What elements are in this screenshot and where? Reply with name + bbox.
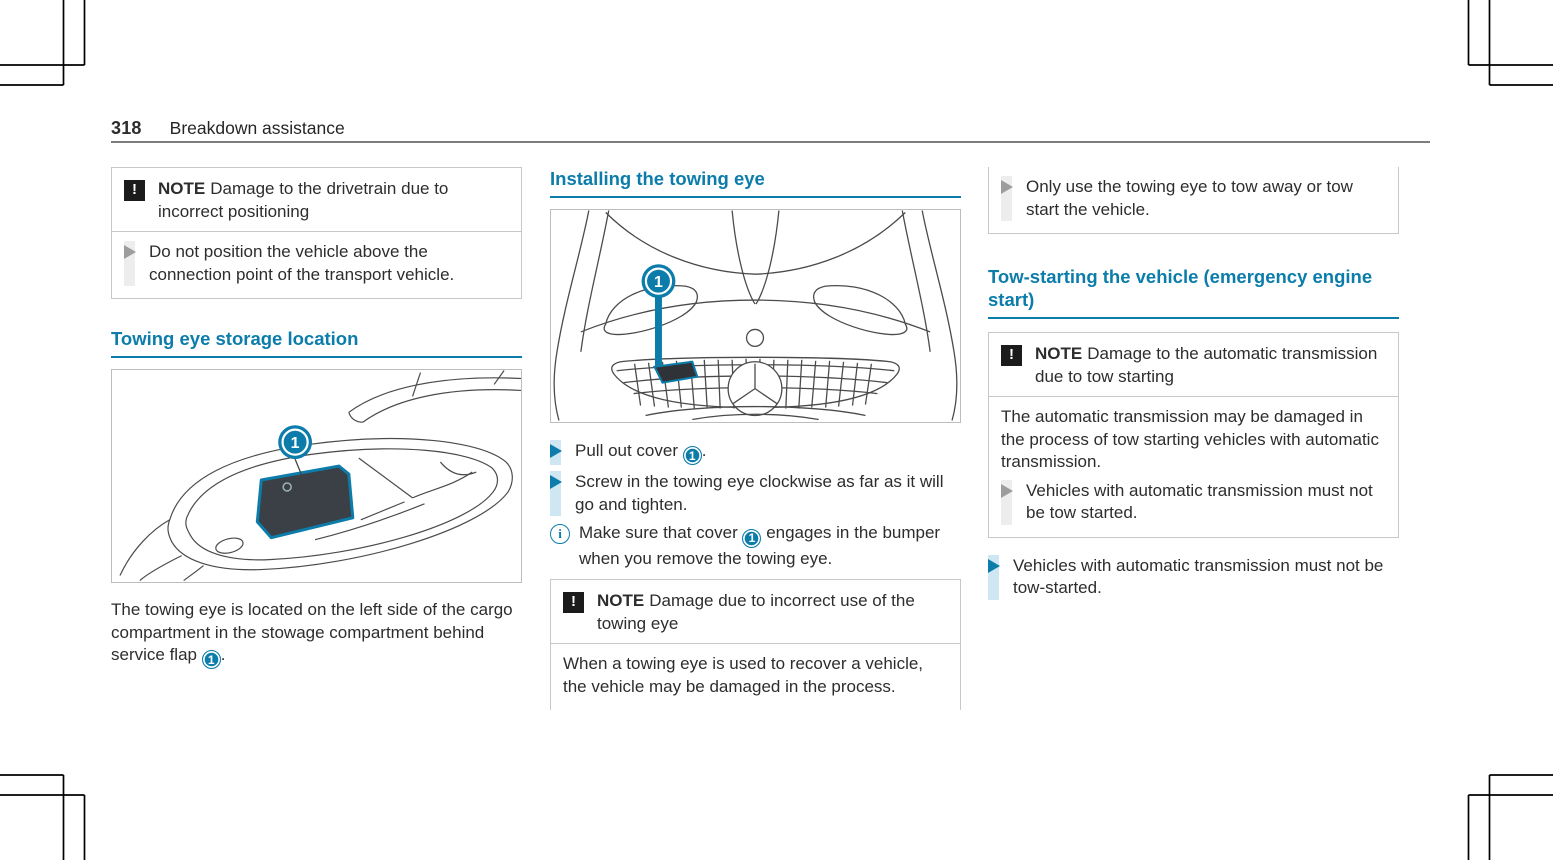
note-title: NOTE Damage to the drivetrain due to incorrect positioning <box>158 179 449 221</box>
note-header <box>112 168 521 232</box>
note-label: NOTE <box>1035 344 1083 363</box>
note-label: NOTE <box>597 591 645 610</box>
column-right <box>988 167 1399 606</box>
exclamation-note-icon: ! <box>1001 345 1022 366</box>
note-box-continued <box>988 167 1399 234</box>
note-label: NOTE <box>158 179 206 198</box>
note-paragraph: The automatic transmission may be damaged in the process of tow starting vehicles with automatic transmission. <box>1001 407 1379 471</box>
note-paragraph: When a towing eye is used to recover a vehicle, the vehicle may be damaged in the process. <box>563 654 924 696</box>
triangle-bullet-icon <box>1001 176 1012 221</box>
note-body <box>989 167 1398 233</box>
note-body <box>551 644 960 710</box>
info-icon: i <box>550 524 570 544</box>
note-title: NOTE Damage to the automatic transmission due to tow starting <box>1035 344 1378 386</box>
note-box-automatic-transmission <box>988 332 1399 538</box>
note-body <box>112 232 521 298</box>
callout-1-badge <box>642 264 676 298</box>
triangle-bullet-icon <box>550 471 561 516</box>
svg-text:1: 1 <box>290 435 300 453</box>
section-title: Breakdown assistance <box>169 118 345 138</box>
car-front-figure <box>550 209 961 423</box>
exclamation-note-icon: ! <box>124 180 145 201</box>
page-header <box>111 118 345 139</box>
step-screw-in-towing-eye: Screw in the towing eye clockwise as far as it will go and tighten. <box>550 471 961 516</box>
cargo-compartment-figure <box>111 369 522 583</box>
svg-text:1: 1 <box>654 274 663 292</box>
info-note: i Make sure that cover 1 engages in the bumper when you remove the towing eye. <box>550 522 961 570</box>
header-rule <box>111 141 1430 143</box>
cargo-compartment-drawing <box>112 370 521 582</box>
note-header <box>551 580 960 644</box>
page-number: 318 <box>111 118 142 138</box>
heading-towing-eye-storage: Towing eye storage location <box>111 327 522 358</box>
instruction-item: Only use the towing eye to tow away or tow start the vehicle. <box>1001 176 1386 221</box>
column-left <box>111 167 522 669</box>
storage-location-paragraph: The towing eye is located on the left side of the cargo compartment in the stowage compartment behind service flap 1 . <box>111 599 522 669</box>
note-header <box>989 333 1398 397</box>
callout-1-inline: 1 <box>742 529 761 548</box>
service-flap-highlight <box>257 466 353 538</box>
note-title: NOTE Damage due to incorrect use of the towing eye <box>597 591 915 633</box>
heading-installing-towing-eye: Installing the towing eye <box>550 167 961 198</box>
note-body <box>989 397 1398 537</box>
triangle-bullet-icon <box>988 555 999 600</box>
cover-highlight <box>654 362 697 383</box>
note-box-drivetrain <box>111 167 522 299</box>
heading-tow-starting: Tow-starting the vehicle (emergency engine start) <box>988 265 1399 319</box>
triangle-bullet-icon <box>550 440 561 465</box>
instruction-item: Vehicles with automatic transmission must not be tow started. <box>1001 480 1386 525</box>
callout-1-badge <box>278 425 312 459</box>
note-box-towing-eye-damage <box>550 579 961 710</box>
callout-1-inline: 1 <box>202 650 221 669</box>
instruction-item: Do not position the vehicle above the connection point of the transport vehicle. <box>124 241 509 286</box>
triangle-bullet-icon <box>1001 480 1012 525</box>
exclamation-note-icon: ! <box>563 592 584 613</box>
column-middle <box>550 167 961 710</box>
step-pull-out-cover: Pull out cover 1 . <box>550 440 961 465</box>
step-no-tow-start: Vehicles with automatic transmission must not be tow-started. <box>988 555 1399 600</box>
triangle-bullet-icon <box>124 241 135 286</box>
callout-stem <box>655 296 662 366</box>
callout-1-inline: 1 <box>683 446 702 465</box>
car-front-drawing <box>551 210 960 422</box>
